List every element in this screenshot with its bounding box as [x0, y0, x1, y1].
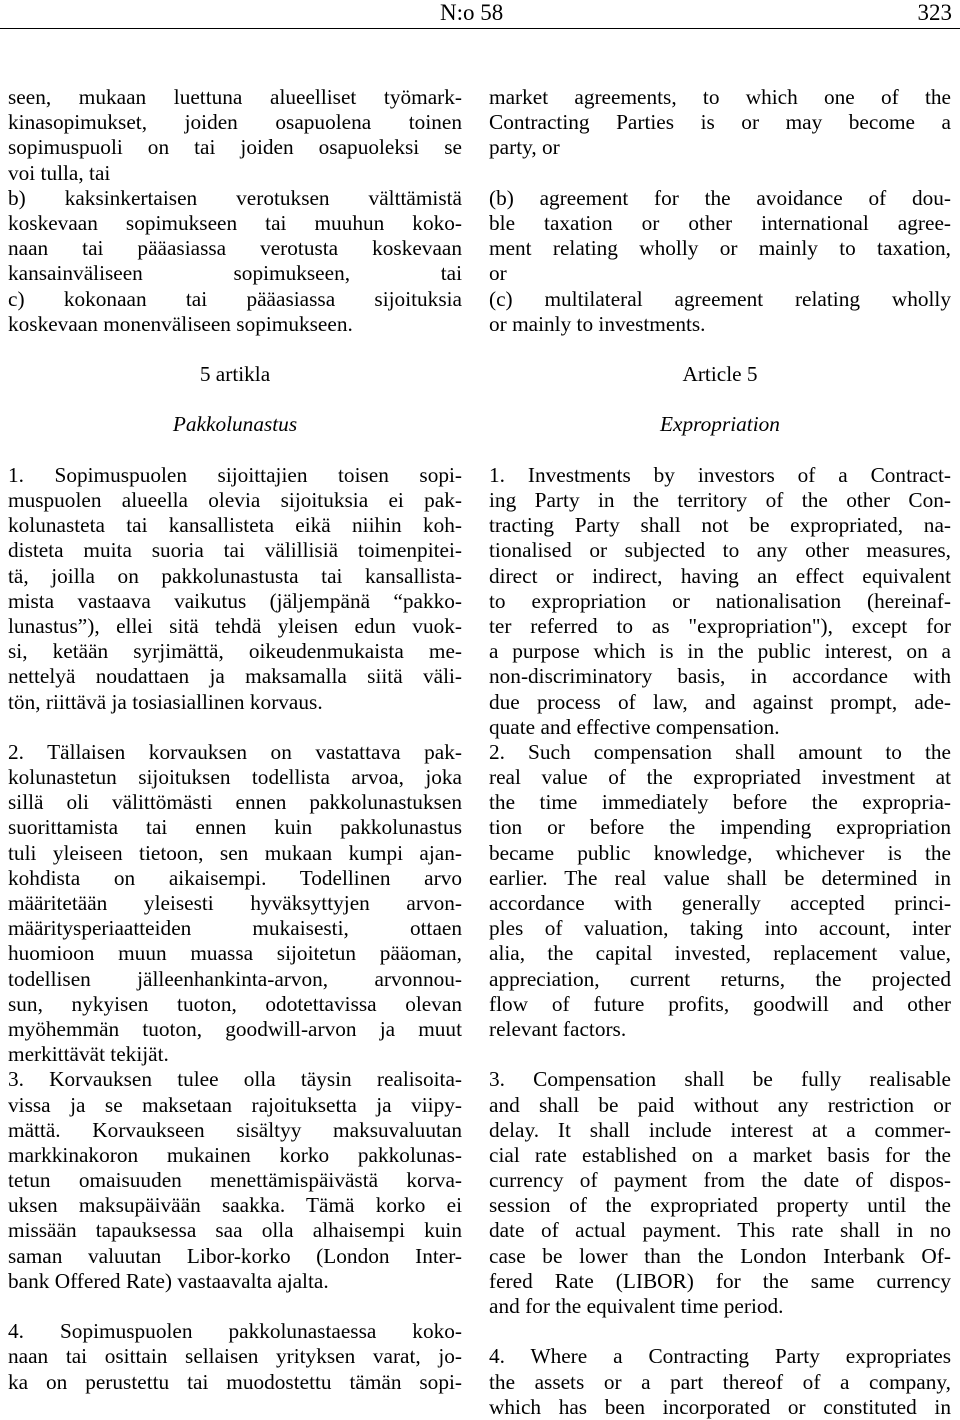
text-line: alia, the capital invested, replacement value,	[489, 941, 951, 966]
finnish-paragraph-2	[8, 740, 462, 1067]
text-line: kohdista on aikaisempi. Todellinen arvo	[8, 865, 462, 890]
text-line: which has been incorporated or constituted in	[489, 1394, 951, 1419]
text-line: voi tulla, tai	[8, 160, 111, 185]
text-line: 1. Investments by investors of a Contract-	[489, 462, 951, 487]
text-line: sopimuspuoli on tai joiden osapuoleksi se	[8, 135, 462, 160]
text-line: became public knowledge, whichever is the	[489, 840, 951, 865]
text-line: flow of future profits, goodwill and other	[489, 991, 951, 1016]
english-intro-b	[489, 186, 951, 337]
text-line: market agreements, to which one of the	[489, 85, 951, 109]
finnish-article-number: 5 artikla	[199, 362, 271, 387]
text-line: mättä. Korvaukseen sisältyy maksuvaluutan	[8, 1117, 462, 1142]
text-line: currency of payment from the date of dispos-	[489, 1168, 951, 1193]
text-line: saman valuutan Libor-korko (London Inter-	[8, 1243, 462, 1268]
text-line: mista vastaava vaikutus (jäljempänä “pakko-	[8, 588, 462, 613]
text-line: date of actual payment. This rate shall in no	[489, 1218, 951, 1243]
english-column	[489, 85, 951, 1420]
gazette-number: N:o 58	[440, 0, 504, 25]
text-line: due process of law, and against prompt, ade-	[489, 689, 951, 714]
text-line: party, or	[489, 135, 560, 160]
header-rule	[0, 28, 960, 29]
finnish-paragraph-4	[8, 1319, 462, 1395]
text-line: accordance with generally accepted princi-	[489, 891, 951, 915]
english-article-title: Expropriation	[660, 412, 780, 437]
text-line: cial rate established on a market basis for the	[489, 1142, 951, 1167]
page-header	[0, 0, 960, 30]
text-line: lunastus”), ellei sitä tehdä yleisen edun vuok-	[8, 613, 462, 638]
text-line: koskevaan sopimukseen tai muuhun koko-	[8, 210, 462, 235]
text-line: session of the expropriated property until the	[489, 1193, 951, 1218]
text-line: 2. Such compensation shall amount to the	[489, 739, 951, 764]
text-line: tuli yleiseen tietoon, sen mukaan kumpi ajan-	[8, 840, 462, 865]
page-number: 323	[917, 0, 952, 25]
text-line: or mainly to investments.	[489, 311, 706, 336]
text-line: the assets or a part thereof of a company,	[489, 1369, 951, 1394]
text-line: ples of valuation, taking into account, inter	[489, 916, 951, 941]
text-line: or	[489, 261, 507, 286]
english-article-number: Article 5	[682, 362, 758, 387]
text-line: real value of the expropriated investment at	[489, 765, 951, 790]
text-line: disteta muita suoria tai välillisiä toimenpitei-	[8, 538, 462, 563]
text-line: kolunastetun sijoituksen todellista arvoa, joka	[8, 765, 462, 790]
text-line: ing Party in the territory of the other Con-	[489, 488, 951, 512]
text-line: and shall be paid without any restriction or	[489, 1092, 951, 1117]
text-line: myöhemmän tuoton, goodwill-arvon ja muut	[8, 1016, 462, 1041]
text-line: suorittamista tai ennen kuin pakkolunastus	[8, 815, 462, 840]
text-line: bank Offered Rate) vastaavalta ajalta.	[8, 1268, 329, 1293]
text-line: fered Rate (LIBOR) for the same currency	[489, 1268, 951, 1293]
finnish-paragraph-3	[8, 1067, 462, 1294]
text-line: delay. It shall include interest at a commer-	[489, 1117, 951, 1142]
text-line: direct or indirect, having an effect equivalent	[489, 563, 951, 588]
text-line: muspuolen alueella olevia sijoituksia ei pak-	[8, 488, 462, 512]
text-line: naan tai osittain sellaisen yrityksen varat, jo-	[8, 1344, 462, 1369]
text-line: todellisen jälleenhankinta-arvon, arvonnou-	[8, 966, 462, 991]
english-paragraph-4	[489, 1344, 951, 1420]
text-line: (c) multilateral agreement relating wholly	[489, 286, 951, 311]
text-line: tion or before the impending expropriation	[489, 815, 951, 840]
text-line: sun, nykyisen tuoton, odotettavissa olevan	[8, 991, 462, 1016]
text-line: ter referred to as "expropriation"), except for	[489, 613, 951, 638]
finnish-column	[8, 85, 462, 1395]
text-line: vissa ja se maksetaan rajoituksetta ja viipy-	[8, 1092, 462, 1117]
english-intro-a	[489, 85, 951, 161]
text-line: naan tai pääasiassa verotusta koskevaan	[8, 236, 462, 261]
text-line: nettelyä noudattaen ja maksamalla siitä väli-	[8, 664, 462, 689]
text-line: määritysperiaatteiden mukaisesti, ottaen	[8, 916, 462, 941]
text-line: c) kokonaan tai pääasiassa sijoituksia	[8, 286, 462, 311]
text-line: tionalised or subjected to any other measures,	[489, 538, 951, 563]
text-line: non-discriminatory basis, in accordance with	[489, 664, 951, 689]
text-line: (b) agreement for the avoidance of dou-	[489, 185, 951, 210]
text-line: and for the equivalent time period.	[489, 1294, 784, 1318]
text-line: koskevaan monenväliseen sopimukseen.	[8, 311, 353, 336]
text-line: 3. Korvauksen tulee olla täysin realisoita-	[8, 1067, 462, 1092]
text-line: case be lower than the London Interbank Of-	[489, 1243, 951, 1268]
text-line: kolunasteta tai kansallisteta eikä niihin koh-	[8, 513, 462, 538]
text-line: seen, mukaan luettuna alueelliset työmark-	[8, 85, 462, 109]
text-line: markkinakoron mukainen korko pakkolunas-	[8, 1142, 462, 1167]
english-paragraph-3	[489, 1067, 951, 1319]
text-line: merkittävät tekijät.	[8, 1042, 169, 1067]
text-line: earlier. The real value shall be determined in	[489, 865, 951, 890]
text-line: quate and effective compensation.	[489, 714, 780, 739]
text-line: appreciation, current returns, the projected	[489, 966, 951, 991]
text-line: to expropriation or nationalisation (hereinaf-	[489, 588, 951, 613]
finnish-intro	[8, 85, 462, 337]
text-line: 2. Tällaisen korvauksen on vastattava pak-	[8, 739, 462, 764]
finnish-article-title: Pakkolunastus	[172, 412, 298, 437]
text-line: relevant factors.	[489, 1016, 627, 1041]
text-line: 4. Sopimuspuolen pakkolunastaessa koko-	[8, 1319, 462, 1344]
text-line: 3. Compensation shall be fully realisable	[489, 1067, 951, 1092]
text-line: kinasopimukset, joiden osapuolena toinen	[8, 110, 462, 135]
text-line: huomioon muun muassa sijoitetun pääoman,	[8, 941, 462, 966]
text-line: Contracting Parties is or may become a	[489, 110, 951, 135]
text-line: uksen maksupäivään saakka. Tämä korko ei	[8, 1193, 462, 1218]
text-line: missään tapauksessa saa olla alhaisempi kuin	[8, 1218, 462, 1243]
text-line: sillä oli välittömästi ennen pakkolunastuksen	[8, 790, 462, 815]
text-line: tä, joilla on pakkolunastusta tai kansallista-	[8, 563, 462, 588]
english-paragraph-1	[489, 463, 951, 740]
text-line: ble taxation or other international agree-	[489, 210, 951, 235]
english-paragraph-2	[489, 740, 951, 1042]
text-line: 4. Where a Contracting Party expropriates	[489, 1344, 951, 1369]
text-line: kansainväliseen sopimukseen, tai	[8, 261, 462, 286]
text-line: määritetään yleisesti hyväksyttyjen arvon-	[8, 891, 462, 915]
text-line: tracting Party shall not be expropriated, na-	[489, 513, 951, 538]
finnish-paragraph-1	[8, 463, 462, 715]
text-line: tetun omaisuuden menettämispäivästä korva-	[8, 1168, 462, 1193]
text-line: 1. Sopimuspuolen sijoittajien toisen sopi-	[8, 462, 462, 487]
text-line: the time immediately before the expropria-	[489, 790, 951, 815]
text-line: ka on perustettu tai muodostettu tämän sopi-	[8, 1369, 462, 1394]
text-line: si, ketään syrjimättä, oikeudenmukaista me-	[8, 639, 462, 664]
text-line: b) kaksinkertaisen verotuksen välttämistä	[8, 185, 462, 210]
text-line: ment relating wholly or mainly to taxation,	[489, 236, 951, 261]
text-line: tön, riittävä ja tosiasiallinen korvaus.	[8, 689, 323, 714]
text-line: a purpose which is in the public interest, on a	[489, 639, 951, 664]
